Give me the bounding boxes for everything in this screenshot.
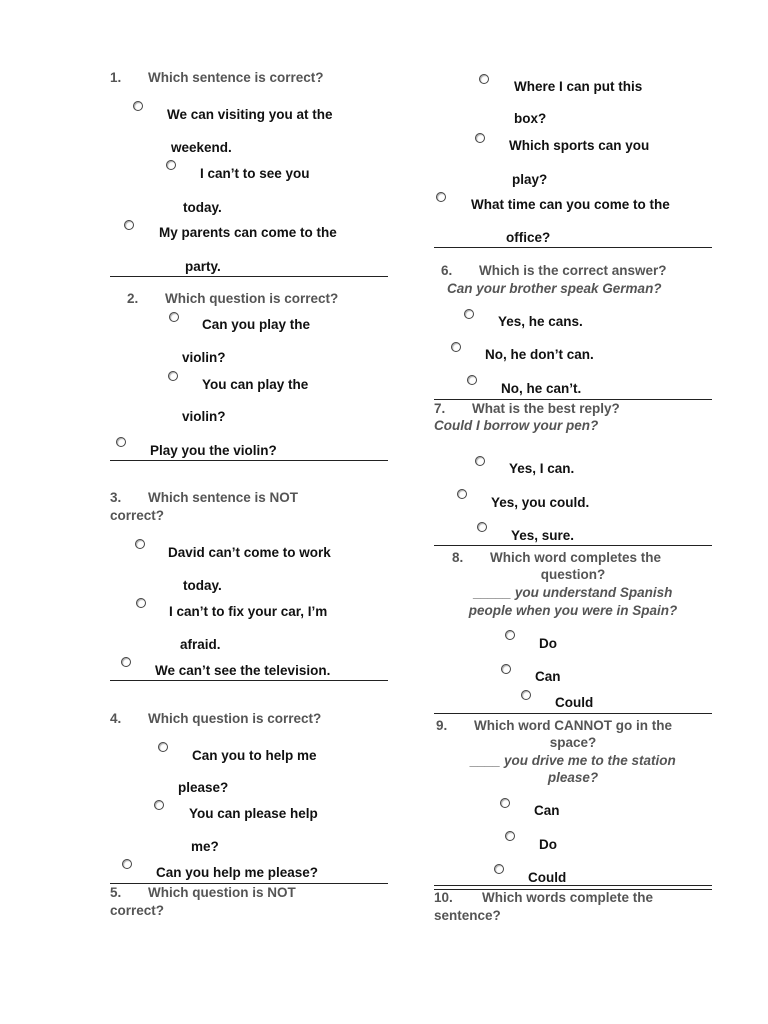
q8-option-3-label: Could xyxy=(555,695,594,710)
q1-option-1-label-cont: weekend. xyxy=(171,140,232,155)
q9-option-2-radio[interactable] xyxy=(505,831,515,841)
q5-option-1-label: Where I can put this xyxy=(514,79,643,94)
q8-prompt-cont: people when you were in Spain? xyxy=(468,603,678,618)
q1-option-2-radio[interactable] xyxy=(166,160,176,170)
q5-option-2-radio[interactable] xyxy=(475,133,485,143)
q6-option-3-radio[interactable] xyxy=(467,375,477,385)
divider xyxy=(434,545,712,546)
q4-option-1-radio[interactable] xyxy=(158,742,168,752)
q1-option-1-label: We can visiting you at the xyxy=(167,107,333,122)
q5-option-1-radio[interactable] xyxy=(479,74,489,84)
q1-option-2-label: I can’t to see you xyxy=(200,166,310,181)
q3-question: 3. Which sentence is NOT xyxy=(110,490,299,505)
q6-question: 6. Which is the correct answer? xyxy=(441,263,667,278)
q10-question: 10. Which words complete the xyxy=(434,890,654,905)
q7-option-1-radio[interactable] xyxy=(475,456,485,466)
q2-option-1-label-cont: violin? xyxy=(182,350,226,365)
q5-option-2-label-cont: play? xyxy=(512,172,548,187)
q5-option-3-radio[interactable] xyxy=(436,192,446,202)
q1-question: 1. Which sentence is correct? xyxy=(110,70,324,85)
q9-option-3-radio[interactable] xyxy=(494,864,504,874)
q2-option-2-radio[interactable] xyxy=(168,371,178,381)
q1-option-3-radio[interactable] xyxy=(124,220,134,230)
q3-option-1-radio[interactable] xyxy=(135,539,145,549)
q8-prompt: _____ you understand Spanish xyxy=(473,585,673,600)
q9-option-1-radio[interactable] xyxy=(500,798,510,808)
q7-prompt: Could I borrow your pen? xyxy=(434,418,599,433)
q2-option-3-radio[interactable] xyxy=(116,437,126,447)
q2-option-2-label: You can play the xyxy=(202,377,309,392)
q2-option-1-label: Can you play the xyxy=(202,317,311,332)
q7-option-3-label: Yes, sure. xyxy=(511,528,575,543)
q3-question-cont: correct? xyxy=(110,508,165,523)
q8-option-2-label: Can xyxy=(535,669,561,684)
divider xyxy=(434,247,712,248)
q9-option-2-label: Do xyxy=(539,837,557,852)
q3-option-2-label: I can’t to fix your car, I’m xyxy=(169,604,328,619)
q1-option-3-label: My parents can come to the xyxy=(159,225,337,240)
q3-option-3-label: We can’t see the television. xyxy=(155,663,331,678)
q8-question-cont: question? xyxy=(540,567,606,582)
q7-option-3-radio[interactable] xyxy=(477,522,487,532)
q5-option-3-label: What time can you come to the xyxy=(471,197,670,212)
q4-question: 4. Which question is correct? xyxy=(110,711,322,726)
q6-option-1-radio[interactable] xyxy=(464,309,474,319)
q5-option-1-label-cont: box? xyxy=(514,111,547,126)
q7-question: 7. What is the best reply? xyxy=(434,401,620,416)
q9-prompt: ____ you drive me to the station xyxy=(470,753,676,768)
q8-option-1-radio[interactable] xyxy=(505,630,515,640)
divider xyxy=(110,680,388,681)
divider xyxy=(434,713,712,714)
q4-option-3-label: Can you help me please? xyxy=(156,865,319,880)
q6-option-3-label: No, he can’t. xyxy=(501,381,582,396)
q9-question: 9. Which word CANNOT go in the xyxy=(436,718,672,733)
q4-option-1-label-cont: please? xyxy=(178,780,229,795)
q7-option-1-label: Yes, I can. xyxy=(509,461,575,476)
q4-option-2-label-cont: me? xyxy=(191,839,219,854)
q2-option-1-radio[interactable] xyxy=(169,312,179,322)
q8-question: 8. Which word completes the xyxy=(452,550,662,565)
divider xyxy=(110,460,388,461)
q10-question-cont: sentence? xyxy=(434,908,501,923)
q4-option-1-label: Can you to help me xyxy=(192,748,317,763)
q4-option-2-radio[interactable] xyxy=(154,800,164,810)
q6-option-1-label: Yes, he cans. xyxy=(498,314,583,329)
q7-option-2-label: Yes, you could. xyxy=(491,495,590,510)
q3-option-1-label: David can’t come to work xyxy=(168,545,331,560)
q5-question: 5. Which question is NOT xyxy=(110,885,296,900)
q8-option-3-radio[interactable] xyxy=(521,690,531,700)
q1-option-3-label-cont: party. xyxy=(185,259,221,274)
q3-option-2-radio[interactable] xyxy=(136,598,146,608)
q1-option-1-radio[interactable] xyxy=(133,101,143,111)
divider xyxy=(434,399,712,400)
q9-option-1-label: Can xyxy=(534,803,560,818)
q6-option-2-radio[interactable] xyxy=(451,342,461,352)
q9-option-3-label: Could xyxy=(528,870,567,885)
q8-option-1-label: Do xyxy=(539,636,557,651)
q3-option-1-label-cont: today. xyxy=(183,578,222,593)
q6-prompt: Can your brother speak German? xyxy=(447,281,662,296)
q1-option-2-label-cont: today. xyxy=(183,200,222,215)
q6-option-2-label: No, he don’t can. xyxy=(485,347,594,362)
q4-option-2-label: You can please help xyxy=(189,806,318,821)
q5-question-cont: correct? xyxy=(110,903,165,918)
q9-question-cont: space? xyxy=(549,735,597,750)
q2-question: 2. Which question is correct? xyxy=(127,291,339,306)
divider xyxy=(110,883,388,884)
divider xyxy=(110,276,388,277)
q2-option-2-label-cont: violin? xyxy=(182,409,226,424)
q2-option-3-label: Play you the violin? xyxy=(150,443,277,458)
q3-option-2-label-cont: afraid. xyxy=(180,637,221,652)
q5-option-2-label: Which sports can you xyxy=(509,138,650,153)
q8-option-2-radio[interactable] xyxy=(501,664,511,674)
q9-prompt-cont: please? xyxy=(547,770,599,785)
q3-option-3-radio[interactable] xyxy=(121,657,131,667)
q7-option-2-radio[interactable] xyxy=(457,489,467,499)
q4-option-3-radio[interactable] xyxy=(122,859,132,869)
q5-option-3-label-cont: office? xyxy=(506,230,551,245)
